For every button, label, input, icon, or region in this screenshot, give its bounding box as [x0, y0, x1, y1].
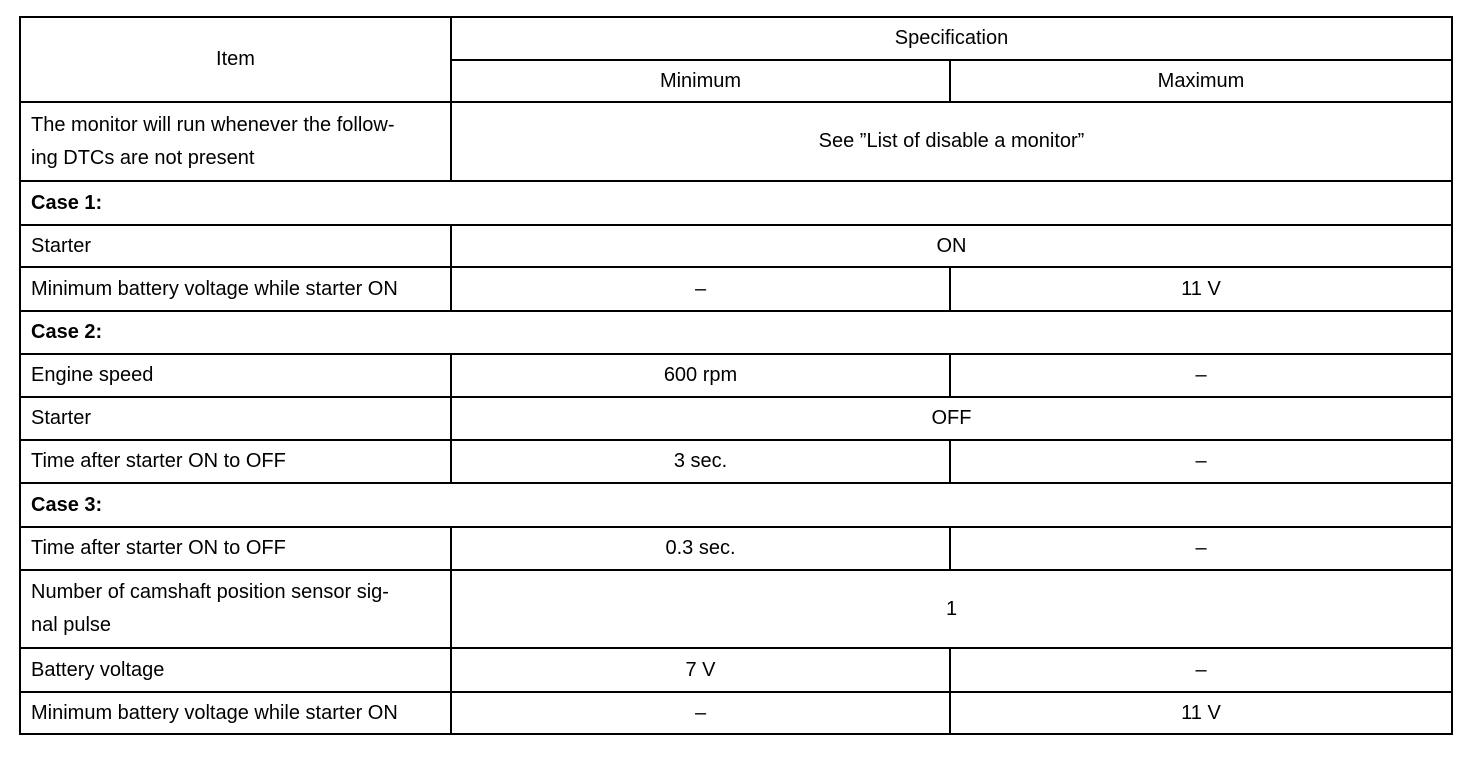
monitor-label-line2: ing DTCs are not present [31, 146, 255, 169]
case1-min-batt-label: Minimum battery voltage while starter ON [20, 267, 451, 311]
case3-header-row [20, 483, 1452, 527]
table-row-monitor [20, 102, 1452, 181]
case3-cam-pulse-line1: Number of camshaft position sensor sig- [31, 581, 389, 603]
case1-min-batt-min: – [451, 267, 950, 311]
case2-engine-speed-min: 600 rpm [451, 354, 950, 397]
case3-battery-label: Battery voltage [20, 648, 451, 692]
table-row [20, 648, 1452, 692]
case2-title: Case 2: [20, 311, 1452, 354]
monitor-label [20, 102, 451, 181]
table-row [20, 225, 1452, 267]
case2-header-row [20, 311, 1452, 354]
table-row [20, 570, 1452, 648]
table-row [20, 527, 1452, 570]
case3-time-after-min: 0.3 sec. [451, 527, 950, 570]
case2-engine-speed-label: Engine speed [20, 354, 451, 397]
case1-title: Case 1: [20, 181, 1452, 225]
case3-min-batt-min: – [451, 692, 950, 734]
case2-time-after-max: – [950, 440, 1452, 483]
header-row-1 [20, 17, 1452, 60]
monitor-label-line1: The monitor will run whenever the follow- [31, 113, 395, 136]
table-row [20, 354, 1452, 397]
header-maximum: Maximum [950, 60, 1452, 102]
header-item: Item [20, 17, 451, 102]
case3-time-after-max: – [950, 527, 1452, 570]
table-row [20, 397, 1452, 440]
case3-cam-pulse-line2: nal pulse [31, 614, 112, 636]
case3-time-after-label: Time after starter ON to OFF [20, 527, 451, 570]
case2-starter-label: Starter [20, 397, 451, 440]
specification-table [19, 16, 1453, 735]
case1-header-row [20, 181, 1452, 225]
table-row [20, 692, 1452, 734]
table-row [20, 267, 1452, 311]
case3-min-batt-label: Minimum battery voltage while starter ON [20, 692, 451, 734]
case2-engine-speed-max: – [950, 354, 1452, 397]
table-row [20, 440, 1452, 483]
case1-min-batt-max: 11 V [950, 267, 1452, 311]
case3-cam-pulse-value: 1 [451, 570, 1452, 648]
case1-starter-value: ON [451, 225, 1452, 267]
case3-battery-max: – [950, 648, 1452, 692]
case3-cam-pulse-label [20, 570, 451, 648]
case3-min-batt-max: 11 V [950, 692, 1452, 734]
monitor-value: See ”List of disable a monitor” [451, 102, 1452, 181]
case3-title: Case 3: [20, 483, 1452, 527]
case2-starter-value: OFF [451, 397, 1452, 440]
case3-battery-min: 7 V [451, 648, 950, 692]
header-specification: Specification [451, 17, 1452, 60]
case2-time-after-label: Time after starter ON to OFF [20, 440, 451, 483]
case1-starter-label: Starter [20, 225, 451, 267]
header-minimum: Minimum [451, 60, 950, 102]
case2-time-after-min: 3 sec. [451, 440, 950, 483]
